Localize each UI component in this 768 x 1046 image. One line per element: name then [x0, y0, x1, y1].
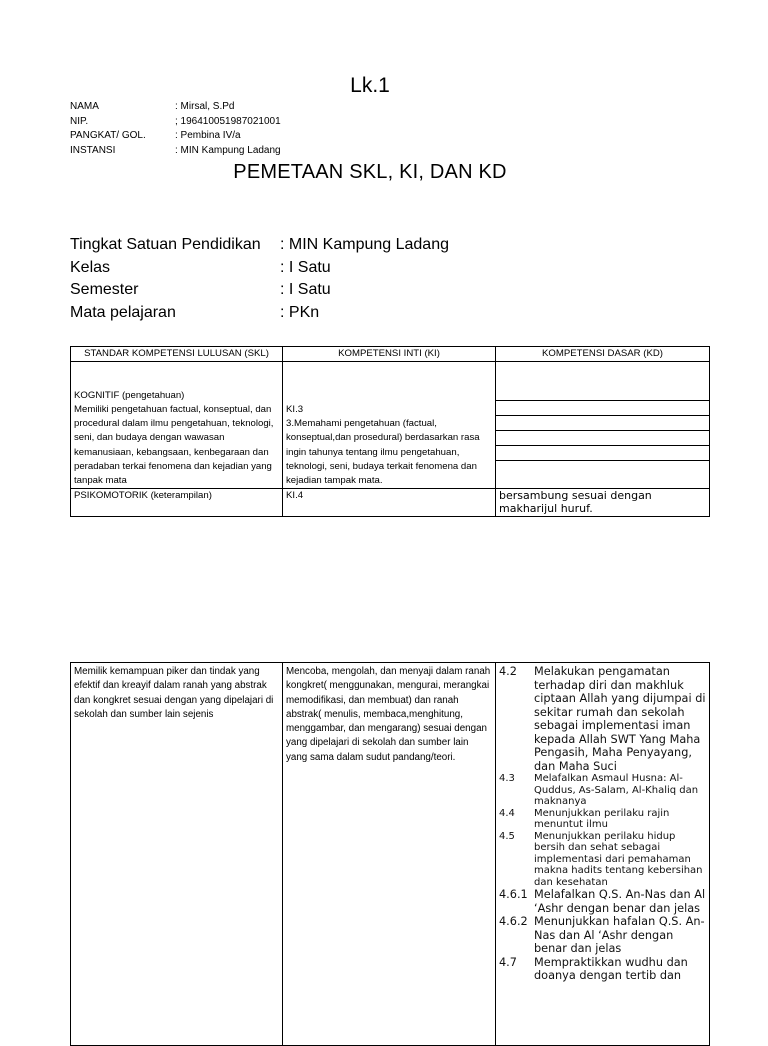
cell-divider	[496, 400, 709, 401]
info-label-kelas: Kelas	[70, 258, 111, 276]
skl-cognitive-cell	[71, 362, 283, 489]
kd-text: Mempraktikkan wudhu dan doanya dengan tertib dan	[534, 955, 688, 982]
info-value-satuan: : MIN Kampung Ladang	[280, 236, 449, 253]
meta-value-instansi: : MIN Kampung Ladang	[175, 144, 281, 156]
skl-skill-cell: Memilik kemampuan piker dan tindak yang efektif dan kreayif dalam ranah yang abstrak dan kongkret sesuai dengan yang dipelajari di sekolah dan sumber lain sejenis	[71, 663, 283, 1046]
document-title: PEMETAAN SKL, KI, DAN KD	[233, 161, 507, 183]
header-skl: STANDAR KOMPETENSI LULUSAN (SKL)	[71, 347, 283, 362]
cell-divider	[496, 445, 709, 446]
kd-skill-cell	[496, 663, 710, 1046]
list-item	[499, 665, 706, 773]
kd-text: Melafalkan Asmaul Husna: Al-Quddus, As-Salam, Al-Khaliq dan maknanya	[534, 773, 699, 807]
table-row	[71, 663, 710, 1046]
list-item	[499, 956, 706, 983]
list-item	[499, 808, 706, 831]
info-label-semester: Semester	[70, 281, 139, 298]
skl-psychomotor-cell: PSIKOMOTORIK (keterampilan)	[71, 489, 283, 517]
table-header-row	[71, 347, 710, 362]
ki-psychomotor-cell: KI.4	[283, 489, 496, 517]
list-item	[499, 831, 706, 889]
table-row	[71, 489, 710, 517]
ki-cognitive-cell	[283, 362, 496, 489]
identity-block	[70, 100, 281, 158]
kd-text: Melakukan pengamatan terhadap diri dan makhluk ciptaan Allah yang dijumpai di sekitar rumah dan sekolah sebagai implementasi iman kepada Allah SWT Yang Maha Pengasih, Maha Penyayang, dan Maha Suci	[534, 665, 706, 773]
header-ki: KOMPETENSI INTI (KI)	[283, 347, 496, 362]
course-info-block	[70, 234, 449, 324]
list-item	[499, 915, 706, 956]
ki-skill-cell: Mencoba, mengolah, dan menyaji dalam ranah kongkret( menggunakan, mengurai, merangkai memodifikasi, dan membuat) dan ranah abstrak( menulis, membaca,menghitung, menggambar, dan mengarang) sesuai dengan yang dipelajari di sekolah dan sumber lain yang sama dalam sudut pandang/teori.	[283, 663, 496, 1046]
cell-divider	[496, 415, 709, 416]
cell-divider	[496, 460, 709, 461]
info-label-mapel: Mata pelajaran	[70, 303, 176, 321]
skl-cognitive-text: Memiliki pengetahuan factual, konseptual, dan procedural dalam ilmu pengetahuan, teknologi, seni, dan budaya dengan wawasan kemanusiaan, kebangsaan, kenbegaraan dan peradaban terkai fenomena dan kejadian yang tanpak mata	[74, 403, 274, 486]
document-label: Lk.1	[350, 74, 390, 97]
kd-text: Menunjukkan perilaku rajin menuntut ilmu	[534, 807, 670, 830]
header-kd: KOMPETENSI DASAR (KD)	[496, 347, 710, 362]
meta-value-pangkat: : Pembina IV/a	[175, 130, 241, 141]
meta-label-nama: NAMA	[70, 101, 99, 112]
info-label-satuan: Tingkat Satuan Pendidikan	[70, 236, 261, 253]
mapping-table	[70, 346, 710, 517]
info-value-semester: : I Satu	[280, 281, 331, 298]
info-value-kelas: : I Satu	[280, 258, 331, 276]
meta-label-nip: NIP.	[70, 115, 89, 127]
kd-number: 4.3	[499, 773, 515, 784]
skl-cognitive-title: KOGNITIF (pengetahuan)	[74, 389, 185, 401]
ki-cognitive-title: KI.3	[286, 403, 304, 415]
kd-text: Menunjukkan hafalan Q.S. An-Nas dan Al ‘Ashr dengan benar dan jelas	[534, 915, 705, 955]
kd-number: 4.4	[499, 807, 515, 819]
info-value-mapel: : PKn	[280, 303, 320, 321]
kd-text: Menunjukkan perilaku hidup bersih dan sehat sebagai implementasi dari pemahaman makna hadits tentang kebersihan dan kesehatan	[534, 830, 703, 888]
cell-divider	[496, 430, 709, 431]
list-item	[499, 888, 706, 915]
kd-number: 4.7	[499, 955, 517, 969]
list-item	[499, 773, 706, 808]
kd-number: 4.6.1	[499, 888, 528, 901]
meta-label-instansi: INSTANSI	[70, 144, 116, 156]
kd-psychomotor-cell: bersambung sesuai dengan makharijul huruf.	[496, 489, 710, 517]
kd-number: 4.5	[499, 830, 515, 842]
table-row	[71, 362, 710, 489]
kd-cognitive-cell	[496, 362, 710, 489]
meta-label-pangkat: PANGKAT/ GOL.	[70, 130, 146, 141]
ki-cognitive-text: 3.Memahami pengetahuan (factual, konseptual,dan prosedural) berdasarkan rasa ingin tahunya tentang ilmu pengetahuan, teknologi, seni, budaya terkait fenomena dan kejadian tampak mata.	[286, 418, 480, 486]
meta-value-nip: ; 196410051987021001	[175, 115, 281, 127]
kd-number: 4.6.2	[499, 915, 528, 928]
kd-number: 4.2	[499, 665, 517, 678]
kd-text: Melafalkan Q.S. An-Nas dan Al ‘Ashr dengan benar dan jelas	[534, 888, 706, 915]
mapping-table-continued	[70, 662, 710, 1046]
meta-value-nama: : Mirsal, S.Pd	[175, 101, 235, 112]
